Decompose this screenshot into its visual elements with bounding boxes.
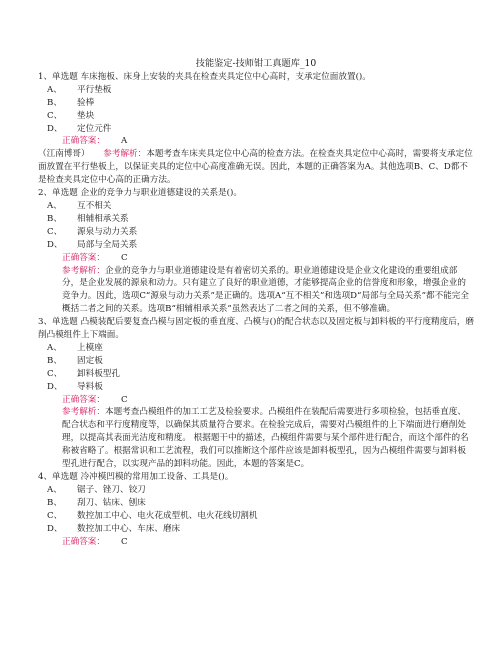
analysis-label: 参考解析： — [62, 265, 105, 276]
question-1 — [38, 71, 474, 187]
option-d: D、 数控加工中心、车床、磨床 — [47, 523, 181, 534]
analysis-text: 本题考查车床夹具定位中心高的检查方法。在检查夹具定位中心高时，需要将支承定位面放置在平行垫板上，以保证夹具的定位中心高度准确无误。因此，本题的正确答案为A。其他选项B、C、D都不是检查夹具定位中心高的正确方法。 — [38, 149, 473, 186]
option-b: B、 刮刀、钻床、刨床 — [47, 497, 146, 508]
analysis-prefix: （江南博哥） — [38, 149, 90, 160]
answer-value: C — [120, 394, 128, 405]
option-a: A、 锯子、锉刀、铰刀 — [47, 484, 146, 495]
analysis — [38, 406, 474, 471]
page-title: 技能鉴定-技师钳工真题库_10 — [195, 58, 317, 69]
option-d: D、 局部与全局关系 — [47, 239, 138, 250]
option-b: B、 固定板 — [47, 355, 103, 366]
analysis-text: 企业的竞争力与职业道德建设是有着密切关系的。职业道德建设是企业文化建设的重要组成部分，是企业发展的源泉和动力。只有建立了良好的职业道德，才能够提高企业的信誉度和形象，增强企业的竞争力。因此，选项C“源泉与动力关系”是正确的。选项A“互不相关”和选项D“局部与全局关系”都不能完全概括二者之间的关系。选项B“相辅相承关系”虽然表达了二者之间的关系，但不够准确。 — [62, 265, 469, 315]
answer-label: 正确答案： — [62, 536, 105, 547]
option-c: C、 卸料板型孔 — [47, 368, 120, 379]
answer-label: 正确答案： — [62, 252, 105, 263]
question-2 — [38, 187, 474, 316]
option-c: C、 垫块 — [47, 110, 95, 121]
option-b: B、 相辅相承关系 — [47, 213, 129, 224]
question-stem: 2、单选题 企业的竞争力与职业道德建设的关系是()。 — [38, 188, 242, 199]
option-a: A、 上模座 — [47, 342, 103, 353]
option-c: C、 数控加工中心、电火花成型机、电火花线切割机 — [47, 510, 258, 521]
option-c: C、 源泉与动力关系 — [47, 226, 138, 237]
answer-value: C — [120, 536, 128, 547]
option-a: A、 平行垫板 — [47, 84, 112, 95]
option-d: D、 定位元件 — [47, 123, 112, 134]
option-d: D、 导料板 — [47, 381, 103, 392]
option-a: A、 互不相关 — [47, 200, 112, 211]
analysis-label: 参考解析： — [62, 407, 105, 418]
question-3 — [38, 316, 474, 471]
question-stem: 4、单选题 冷冲模凹模的常用加工设备、工具是()。 — [38, 472, 234, 482]
answer-label: 正确答案： — [62, 394, 105, 405]
answer-value: A — [120, 136, 128, 147]
analysis — [38, 148, 474, 187]
option-b: B、 验棒 — [47, 97, 95, 108]
analysis — [38, 265, 474, 317]
analysis-text: 本题考查凸模组件的加工工艺及检验要求。凸模组件在装配后需要进行多项检验，包括垂直度、配合状态和平行度精度等，以确保其质量符合要求。在检验完成后，需要对凸模组件的上下端面进行磨削处理，以提高其表面光洁度和精度。 根据题干中的描述，凸模组件需要与某个部件进行配合，而这个部件的名称被省略了。根据常识和工艺流程，我们可以推断这个部件应该是卸料板型孔，因为凸模组件需要与卸料板型孔进行配合，以实现产品的卸料功能。因此，本题的答案是C。 — [62, 407, 469, 470]
correct-answer — [38, 394, 474, 407]
question-stem: 3、单选题 凸模装配后要复查凸模与固定板的垂直度、凸模与()的配合状态以及固定板与卸料板的平行度精度后，磨削凸模组件上下端面。 — [38, 317, 475, 341]
analysis-label: 参考解析： — [103, 149, 147, 160]
answer-value: C — [120, 252, 128, 263]
correct-answer — [38, 536, 474, 549]
question-stem: 1、单选题 车床拖板、床身上安装的夹具在检查夹具定位中心高时，支承定位面放置()。 — [38, 71, 371, 82]
question-4 — [38, 471, 474, 548]
correct-answer — [38, 252, 474, 265]
answer-label: 正确答案： — [62, 136, 105, 147]
correct-answer — [38, 135, 474, 148]
